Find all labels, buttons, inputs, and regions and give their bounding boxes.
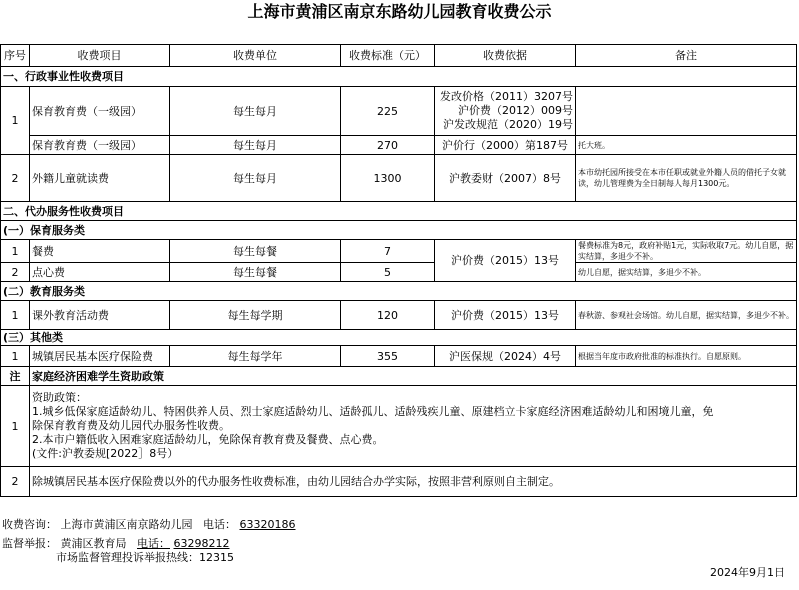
- supervise-org: 黄浦区教育局: [60, 537, 127, 550]
- row-no: 1: [1, 386, 30, 467]
- row-unit: 每生每月: [170, 136, 341, 155]
- row-note: [576, 87, 797, 136]
- header-no: 序号: [1, 45, 30, 67]
- row-fee: 5: [341, 263, 435, 282]
- row-no: 2: [1, 467, 30, 497]
- section-row: [1, 67, 797, 87]
- row-note: 餐费标准为8元，政府补贴1元，实际收取7元。幼儿自愿，据实结算，多退少不补。: [576, 240, 797, 263]
- row-note: 根据当年度市政府批准的标准执行。自愿原则。: [576, 346, 797, 367]
- table-row: [1, 467, 797, 497]
- row-unit: 每生每学期: [170, 301, 341, 330]
- fee-table: [0, 44, 797, 497]
- basis-line: 沪价费（2012）009号: [458, 104, 573, 117]
- policy-line: 除保育教育费及幼儿园代办服务性收费。: [32, 419, 230, 432]
- subsection-education: (二）教育服务类: [1, 282, 797, 301]
- row-no: 1: [1, 301, 30, 330]
- table-row: [1, 301, 797, 330]
- row-note: 本市幼托园所接受在本市任职或就业外籍人员的借托子女就读，幼儿管理费为全日制每人每月1300元。: [576, 155, 797, 202]
- supervise-tel-label: 电话：: [137, 537, 170, 550]
- row-item: 外籍儿童就读费: [30, 155, 170, 202]
- supervise-label: 监督举报：: [2, 537, 57, 550]
- row-basis: 沪价费（2015）13号: [435, 301, 576, 330]
- consult-tel: 63320186: [239, 518, 296, 531]
- row-unit: 每生每餐: [170, 240, 341, 263]
- row-basis: 沪医保规（2024）4号: [435, 346, 576, 367]
- row-unit: 每生每月: [170, 87, 341, 136]
- row-fee: 270: [341, 136, 435, 155]
- row-item: 保育教育费（一级园）: [30, 136, 170, 155]
- row-fee: 7: [341, 240, 435, 263]
- table-row: [1, 263, 797, 282]
- row-fee: 120: [341, 301, 435, 330]
- note-policy-text: [30, 386, 797, 467]
- row-item: 保育教育费（一级园）: [30, 87, 170, 136]
- row-fee: 1300: [341, 155, 435, 202]
- table-header-row: [1, 45, 797, 67]
- subsection-other: (三）其他类: [1, 330, 797, 346]
- row-basis: 沪价费（2015）13号: [435, 240, 576, 282]
- policy-line: 资助政策：: [32, 391, 87, 404]
- row-unit: 每生每餐: [170, 263, 341, 282]
- row-fee: 225: [341, 87, 435, 136]
- consult-tel-label: 电话：: [203, 518, 236, 531]
- row-note: 托大班。: [576, 136, 797, 155]
- supervise-tel: 63298212: [173, 537, 230, 550]
- footer-market-hotline: 市场监督管理投诉举报热线：12315: [56, 551, 234, 564]
- row-no: 1: [1, 240, 30, 263]
- table-row: [1, 136, 797, 155]
- header-fee: 收费标准（元）: [341, 45, 435, 67]
- note-section-title: 家庭经济困难学生资助政策: [30, 367, 797, 386]
- footer-consult: [2, 516, 296, 532]
- row-basis: 沪价行（2000）第187号: [435, 136, 576, 155]
- footer-date: 2024年9月1日: [710, 566, 785, 579]
- row-no: 1: [1, 87, 30, 155]
- row-item: 点心费: [30, 263, 170, 282]
- row-no: 2: [1, 263, 30, 282]
- row-basis: 沪教委财（2007）8号: [435, 155, 576, 202]
- note-self-set-text: 除城镇居民基本医疗保险费以外的代办服务性收费标准，由幼儿园结合办学实际，按照非营利原则自主制定。: [30, 467, 797, 497]
- subsection-row: [1, 221, 797, 240]
- basis-line: 沪发改规范（2020）19号: [443, 118, 573, 131]
- row-unit: 每生每学年: [170, 346, 341, 367]
- row-item: 课外教育活动费: [30, 301, 170, 330]
- section-row: [1, 202, 797, 221]
- section-service-fees: 二、代办服务性收费项目: [1, 202, 797, 221]
- note-section-row: [1, 367, 797, 386]
- subsection-row: [1, 282, 797, 301]
- header-note: 备注: [576, 45, 797, 67]
- table-row: [1, 240, 797, 263]
- row-no: 2: [1, 155, 30, 202]
- section-admin-fees: 一、行政事业性收费项目: [1, 67, 797, 87]
- header-basis: 收费依据: [435, 45, 576, 67]
- policy-line: 2.本市户籍低收入困难家庭适龄幼儿，免除保育教育费及餐费、点心费。: [32, 433, 384, 446]
- subsection-row: [1, 330, 797, 346]
- row-item: 餐费: [30, 240, 170, 263]
- header-unit: 收费单位: [170, 45, 341, 67]
- note-marker: 注: [1, 367, 30, 386]
- row-note: 幼儿自愿，据实结算，多退少不补。: [576, 263, 797, 282]
- table-row: [1, 386, 797, 467]
- page-title: 上海市黄浦区南京东路幼儿园教育收费公示: [247, 2, 552, 21]
- policy-line: 1.城乡低保家庭适龄幼儿、特困供养人员、烈士家庭适龄幼儿、适龄孤儿、适龄残疾儿童、原建档立卡家庭经济困难适龄幼儿和困境儿童，免: [32, 405, 714, 418]
- table-row: [1, 155, 797, 202]
- row-item: 城镇居民基本医疗保险费: [30, 346, 170, 367]
- row-basis: [435, 87, 576, 136]
- table-row: [1, 346, 797, 367]
- row-fee: 355: [341, 346, 435, 367]
- consult-label: 收费咨询：: [2, 518, 57, 531]
- table-row: [1, 87, 797, 136]
- subsection-care: (一）保育服务类: [1, 221, 797, 240]
- basis-line: 发改价格（2011）3207号: [440, 90, 573, 103]
- policy-line: (文件:沪教委规[2022］8号）: [32, 447, 179, 460]
- row-note: 春秋游、参观社会场馆。幼儿自愿，据实结算，多退少不补。: [576, 301, 797, 330]
- row-no: 1: [1, 346, 30, 367]
- consult-org: 上海市黄浦区南京路幼儿园: [60, 518, 193, 531]
- header-item: 收费项目: [30, 45, 170, 67]
- row-unit: 每生每月: [170, 155, 341, 202]
